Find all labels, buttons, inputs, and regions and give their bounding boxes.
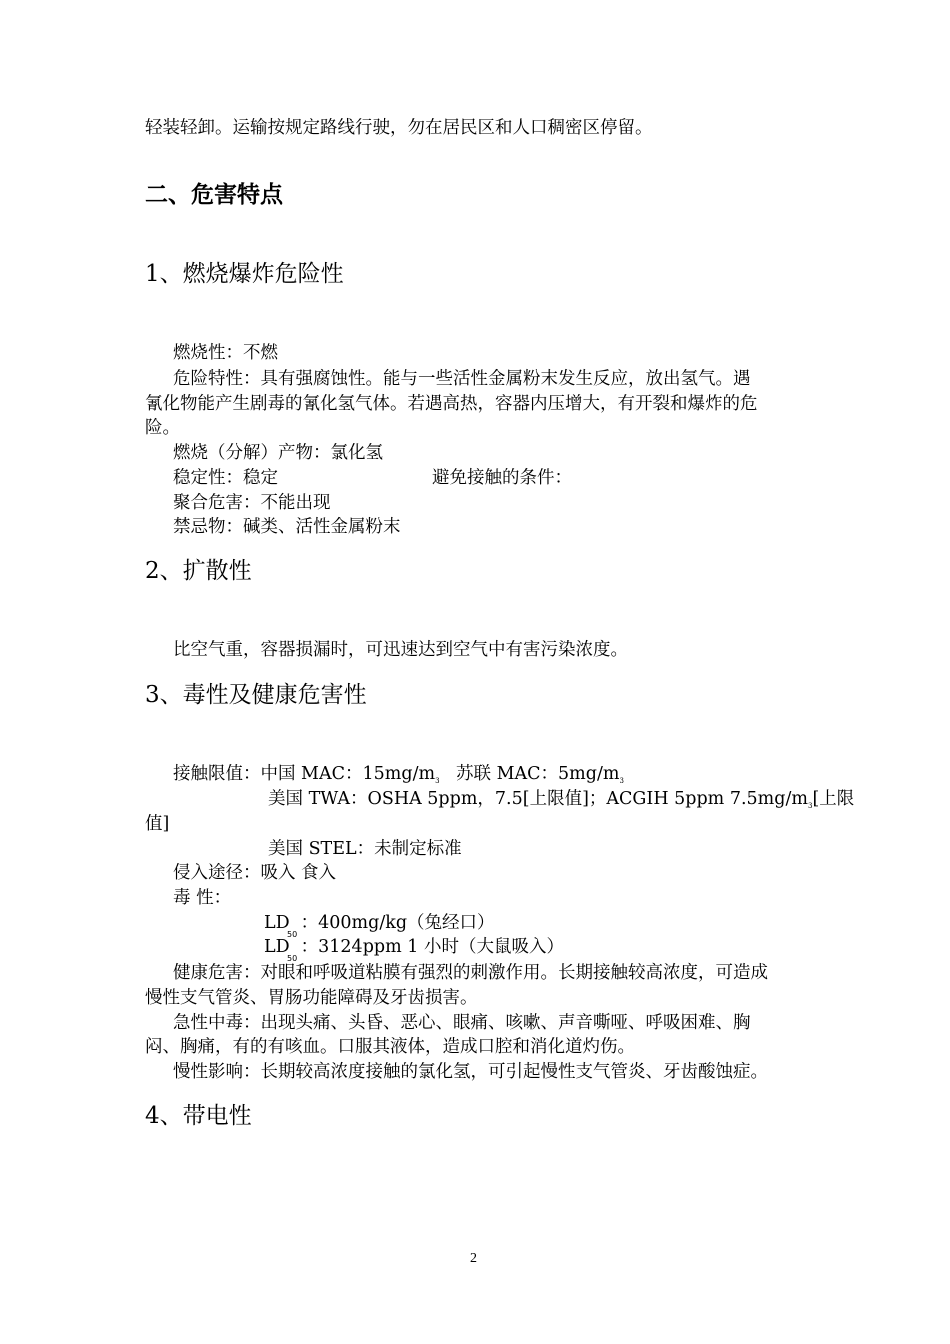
products-line: 燃烧（分解）产物：氯化氢 xyxy=(173,443,383,463)
health-line-1: 健康危害：对眼和呼吸道粘膜有强烈的刺激作用。长期接触较高浓度，可造成 xyxy=(173,963,768,983)
polymerization-line: 聚合危害：不能出现 xyxy=(173,493,331,513)
hazard-line-3: 险。 xyxy=(145,418,180,438)
stel-line: 美国 STEL：未制定标准 xyxy=(268,839,462,859)
limit-ussr-line: 苏联 MAC：$5mg/m_3$ xyxy=(456,764,624,785)
ld50-line-2: LD ：3124ppm 1 小时（大鼠吸入） xyxy=(264,937,564,957)
heading-electrostatic: 4、带电性 xyxy=(145,1103,252,1129)
limit-china-line: 接触限值：中国 MAC：$15mg/m_3$ xyxy=(173,764,440,785)
page-number: 2 xyxy=(470,1251,477,1266)
heading-diffusivity: 2、扩散性 xyxy=(145,558,252,584)
heading-toxicity-health: 3、毒性及健康危害性 xyxy=(145,682,367,708)
flammability-line: 燃烧性：不燃 xyxy=(173,343,278,363)
twa-line-1: 美国 TWA：OSHA 5ppm，7.5[上限值]；ACGIH 5ppm $7.5mg/m_3$[上限 xyxy=(268,789,855,810)
incompatible-line: 禁忌物：碱类、活性金属粉末 xyxy=(173,517,401,537)
hazard-line-1: 危险特性：具有强腐蚀性。能与一些活性金属粉末发生反应，放出氢气。遇 xyxy=(173,369,751,389)
intro-line: 轻装轻卸。运输按规定路线行驶，勿在居民区和人口稠密区停留。 xyxy=(145,118,653,138)
ld50-subscript-2: 50 xyxy=(287,954,298,963)
diffusivity-text: 比空气重，容器损漏时，可迅速达到空气中有害污染浓度。 xyxy=(173,640,628,660)
avoid-conditions-line: 避免接触的条件： xyxy=(432,468,572,488)
heading-combustion-explosion: 1、燃烧爆炸危险性 xyxy=(145,261,344,287)
ld50-subscript-1: 50 xyxy=(287,930,298,939)
toxicity-label: 毒 性： xyxy=(173,888,232,908)
health-line-2: 慢性支气管炎、胃肠功能障碍及牙齿损害。 xyxy=(145,988,478,1008)
chronic-line: 慢性影响：长期较高浓度接触的氯化氢，可引起慢性支气管炎、牙齿酸蚀症。 xyxy=(173,1062,768,1082)
section-title: 二、危害特点 xyxy=(145,182,283,208)
hazard-line-2: 氰化物能产生剧毒的氰化氢气体。若遇高热，容器内压增大，有开裂和爆炸的危 xyxy=(145,394,758,414)
ld50-line-1: LD ：400mg/kg（兔经口） xyxy=(264,913,495,933)
route-line: 侵入途径：吸入 食入 xyxy=(173,863,337,883)
acute-line-2: 闷、胸痛，有的有咳血。口服其液体，造成口腔和消化道灼伤。 xyxy=(145,1037,635,1057)
stability-line: 稳定性：稳定 xyxy=(173,468,278,488)
twa-line-2: 值] xyxy=(145,814,170,834)
acute-line-1: 急性中毒：出现头痛、头昏、恶心、眼痛、咳嗽、声音嘶哑、呼吸困难、胸 xyxy=(173,1013,751,1033)
